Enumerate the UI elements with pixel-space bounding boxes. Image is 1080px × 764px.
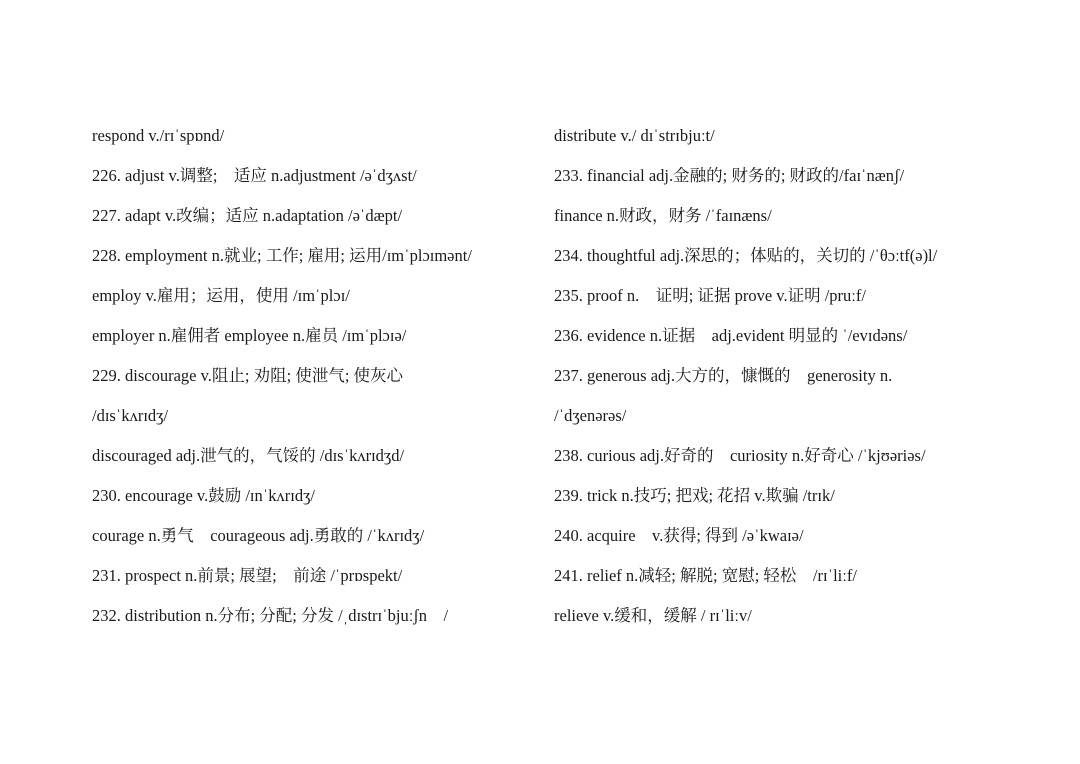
- vocab-line: finance n.财政，财务 /ˈfaɪnæns/: [554, 206, 772, 225]
- vocab-line: 236. evidence n.证据 adj.evident 明显的 ˈ/evɪdəns/: [554, 326, 908, 345]
- vocab-line: 238. curious adj.好奇的 curiosity n.好奇心 /ˈkjʊəriəs/: [554, 446, 926, 465]
- left-column: [92, 122, 532, 642]
- vocab-line: 232. distribution n.分布; 分配; 分发 /ˌdɪstrɪˈbjuːʃn /: [92, 606, 449, 625]
- vocab-line: employ v.雇用；运用，使用 /ɪmˈplɔɪ/: [92, 286, 350, 305]
- vocab-line: relieve v.缓和，缓解 / rɪˈliːv/: [554, 606, 752, 625]
- vocab-line: 235. proof n. 证明; 证据 prove v.证明 /pruːf/: [554, 286, 866, 305]
- vocab-line: /ˈdʒenərəs/: [554, 406, 627, 425]
- vocab-line: 237. generous adj.大方的，慷慨的 generosity n.: [554, 366, 893, 385]
- vocab-line: respond v./rɪˈspɒnd/: [92, 126, 225, 145]
- vocab-line: 230. encourage v.鼓励 /ɪnˈkʌrɪdʒ/: [92, 486, 315, 505]
- vocab-line: 239. trick n.技巧; 把戏; 花招 v.欺骗 /trɪk/: [554, 486, 835, 505]
- vocab-line: 241. relief n.减轻; 解脱; 宽慰; 轻松 /rɪˈliːf/: [554, 566, 857, 585]
- vocab-line: 227. adapt v.改编；适应 n.adaptation /əˈdæpt/: [92, 206, 403, 225]
- vocab-line: distribute v./ dɪˈstrɪbjuːt/: [554, 126, 715, 145]
- vocab-line: employer n.雇佣者 employee n.雇员 /ɪmˈplɔɪə/: [92, 326, 407, 345]
- right-column: [554, 122, 994, 642]
- vocab-line: 233. financial adj.金融的; 财务的; 财政的/faɪˈnænʃ/: [554, 166, 905, 185]
- vocab-line: 234. thoughtful adj.深思的；体贴的，关切的 /ˈθɔːtf(ə)l/: [554, 246, 938, 265]
- vocab-line: /dɪsˈkʌrɪdʒ/: [92, 406, 169, 425]
- vocab-line: 228. employment n.就业; 工作; 雇用; 运用/ɪmˈplɔɪmənt/: [92, 246, 472, 265]
- vocab-line: 229. discourage v.阻止; 劝阻; 使泄气; 使灰心: [92, 366, 404, 385]
- vocab-line: courage n.勇气 courageous adj.勇敢的 /ˈkʌrɪdʒ/: [92, 526, 425, 545]
- vocab-line: 240. acquire v.获得; 得到 /əˈkwaɪə/: [554, 526, 804, 545]
- vocab-line: 231. prospect n.前景; 展望; 前途 /ˈprɒspekt/: [92, 566, 403, 585]
- vocab-line: discouraged adj.泄气的，气馁的 /dɪsˈkʌrɪdʒd/: [92, 446, 405, 465]
- vocab-line: 226. adjust v.调整; 适应 n.adjustment /əˈdʒʌst/: [92, 166, 417, 185]
